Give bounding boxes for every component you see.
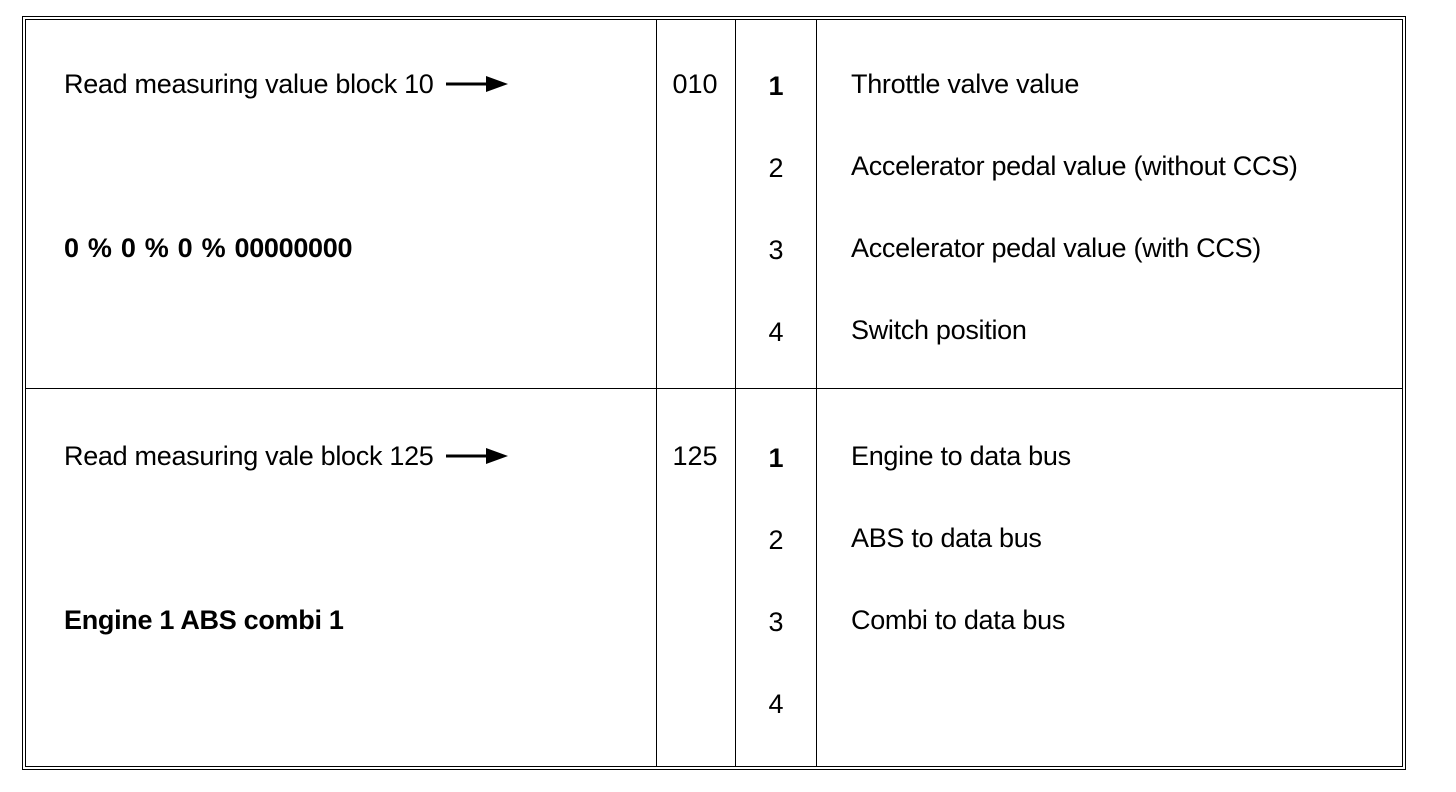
field-description: Accelerator pedal value (with CCS) xyxy=(851,233,1261,263)
field-number: 2 xyxy=(768,525,784,555)
field-description: Accelerator pedal value (without CCS) xyxy=(851,151,1298,181)
field-number: 3 xyxy=(768,235,784,265)
field-description: Switch position xyxy=(851,315,1027,345)
field-description: Throttle valve value xyxy=(851,69,1080,99)
arrow-right-icon xyxy=(446,75,510,93)
column-divider-3 xyxy=(816,20,817,766)
block-10-display: 0 % 0 % 0 % 00000000 xyxy=(64,233,353,263)
field-description: ABS to data bus xyxy=(851,523,1042,553)
column-divider-2 xyxy=(735,20,736,766)
column-divider-1 xyxy=(656,20,657,766)
field-number: 3 xyxy=(768,607,784,637)
field-number: 1 xyxy=(768,443,784,473)
measuring-blocks-table xyxy=(22,16,1406,770)
block-10-instruction xyxy=(64,68,510,100)
field-number: 4 xyxy=(768,689,784,719)
block-125-display: Engine 1 ABS combi 1 xyxy=(64,605,344,635)
instruction-text: Read measuring vale block 125 xyxy=(64,441,434,471)
instruction-text: Read measuring value block 10 xyxy=(64,69,434,99)
field-description: Engine to data bus xyxy=(851,441,1071,471)
field-number: 4 xyxy=(768,317,784,347)
row-divider xyxy=(26,388,1402,389)
arrow-right-icon xyxy=(446,447,510,465)
field-description: Combi to data bus xyxy=(851,605,1066,635)
field-number: 2 xyxy=(768,153,784,183)
block-125-instruction xyxy=(64,440,510,472)
block-125-code: 125 xyxy=(672,441,718,471)
block-10-code: 010 xyxy=(672,69,718,99)
field-number: 1 xyxy=(768,71,784,101)
